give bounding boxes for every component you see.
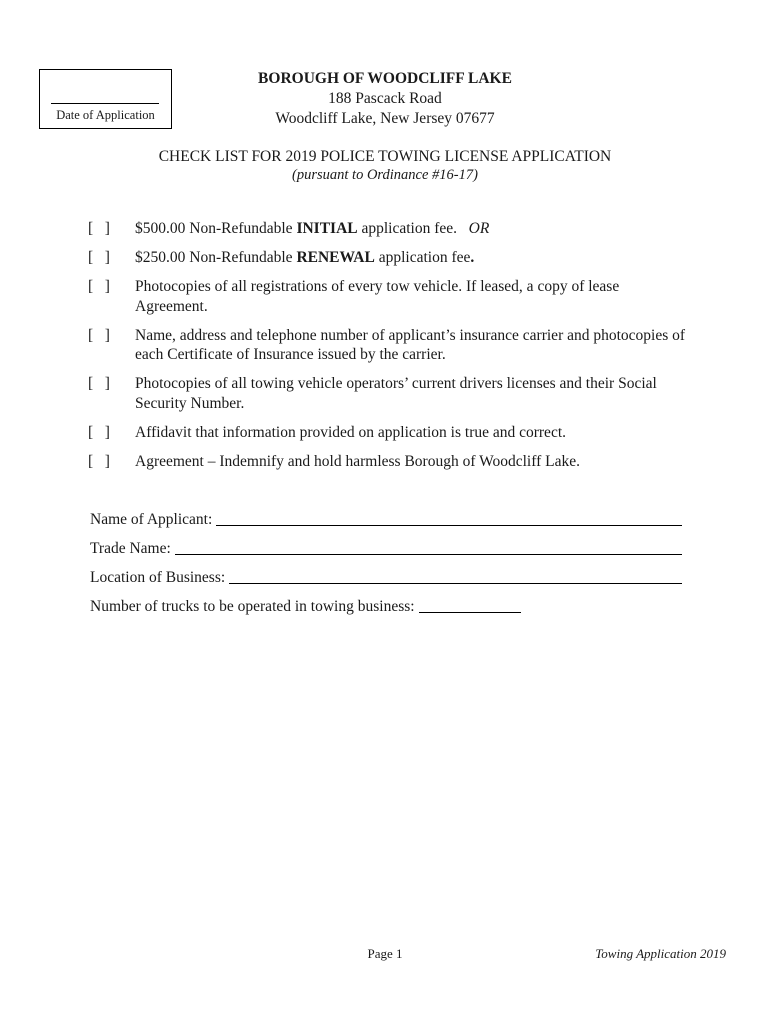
checklist-item-text: Photocopies of all registrations of every tow vehicle. If leased, a copy of lease Agreement. [135,278,620,315]
checklist-item-insurance [88,326,688,365]
letterhead [220,69,550,129]
checklist-item-drivers-licenses [88,374,688,413]
date-of-application-line[interactable] [51,103,159,104]
checkbox[interactable]: [ ] [88,423,110,441]
checkbox[interactable]: [ ] [88,452,110,470]
checklist-item-text: Agreement – Indemnify and hold harmless Borough of Woodcliff Lake. [135,452,580,470]
checklist-item-text: Name, address and telephone number of applicant’s insurance carrier and photocopies of each Certificate of Insurance issued by the carrier. [135,326,686,363]
date-of-application-label: Date of Application [56,108,155,122]
business-location-row [90,558,682,587]
footer-document-name: Towing Application 2019 [595,946,726,961]
document-title: CHECK LIST FOR 2019 POLICE TOWING LICENSE APPLICATION [158,148,612,165]
applicant-name-field[interactable] [216,510,682,526]
checkbox[interactable]: [ ] [88,220,110,237]
address-street: 188 Pascack Road [328,90,442,107]
checklist-item-text: Affidavit that information provided on application is true and correct. [135,423,567,441]
truck-count-field[interactable] [419,597,521,613]
trade-name-row [90,529,682,558]
checkbox[interactable]: [ ] [88,278,110,295]
business-location-field[interactable] [229,568,682,584]
applicant-name-label: Name of Applicant: [90,511,213,528]
checkbox[interactable]: [ ] [88,326,110,344]
checklist-item-initial-fee [88,219,688,239]
checklist [88,219,688,481]
address-city: Woodcliff Lake, New Jersey 07677 [275,110,495,127]
checklist-item-affidavit [88,423,688,443]
checklist-item-indemnify-agreement [88,452,688,472]
trade-name-field[interactable] [175,539,682,555]
checklist-item-registrations [88,277,688,316]
checklist-item-text: $250.00 Non-Refundable RENEWAL application fee. [135,249,475,266]
page-number: Page 1 [367,946,403,961]
checkbox[interactable]: [ ] [88,375,110,392]
applicant-name-row [90,500,682,529]
date-of-application-box [39,69,172,129]
document-title-block [0,147,770,185]
checklist-item-text: Photocopies of all towing vehicle operators’ current drivers licenses and their Social Security Number. [135,375,657,412]
checklist-item-renewal-fee [88,248,688,268]
checkbox[interactable]: [ ] [88,249,110,266]
applicant-fields [90,500,682,616]
trade-name-label: Trade Name: [90,540,171,557]
checklist-item-text: $500.00 Non-Refundable INITIAL application fee. OR [135,220,490,237]
document-subtitle: (pursuant to Ordinance #16-17) [292,167,478,183]
business-location-label: Location of Business: [90,569,226,586]
truck-count-label: Number of trucks to be operated in towing business: [90,598,415,615]
truck-count-row [90,587,682,616]
organization-name: BOROUGH OF WOODCLIFF LAKE [258,70,512,87]
